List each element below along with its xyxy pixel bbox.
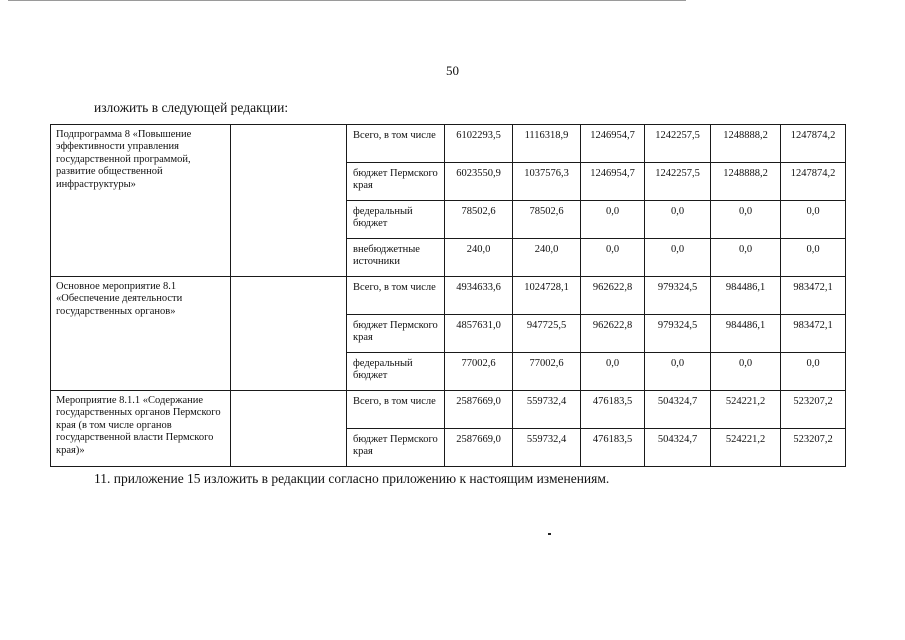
- amount-cell: 1246954,7: [581, 163, 645, 201]
- amount-cell: 0,0: [581, 239, 645, 277]
- funding-source-cell: внебюджетные источники: [347, 239, 445, 277]
- amount-cell: 0,0: [581, 201, 645, 239]
- amount-cell: 984486,1: [711, 315, 781, 353]
- table-row: [51, 125, 846, 163]
- amount-cell: 240,0: [445, 239, 513, 277]
- amount-cell: 1242257,5: [645, 125, 711, 163]
- amount-cell: 0,0: [781, 239, 846, 277]
- amount-cell: 504324,7: [645, 429, 711, 467]
- funding-source-cell: бюджет Пермского края: [347, 429, 445, 467]
- amount-cell: 1248888,2: [711, 125, 781, 163]
- amount-cell: 1242257,5: [645, 163, 711, 201]
- amount-cell: 0,0: [711, 201, 781, 239]
- empty-cell: [231, 125, 347, 277]
- amount-cell: 0,0: [711, 353, 781, 391]
- program-name-cell: Основное мероприятие 8.1 «Обеспечение деятельности государственных органов»: [51, 277, 231, 391]
- amount-cell: 240,0: [513, 239, 581, 277]
- amount-cell: 78502,6: [445, 201, 513, 239]
- amount-cell: 984486,1: [711, 277, 781, 315]
- amount-cell: 523207,2: [781, 391, 846, 429]
- amount-cell: 983472,1: [781, 277, 846, 315]
- amount-cell: 1037576,3: [513, 163, 581, 201]
- amount-cell: 559732,4: [513, 429, 581, 467]
- amount-cell: 2587669,0: [445, 391, 513, 429]
- amount-cell: 559732,4: [513, 391, 581, 429]
- amount-cell: 476183,5: [581, 391, 645, 429]
- amount-cell: 524221,2: [711, 391, 781, 429]
- program-name-cell: Мероприятие 8.1.1 «Содержание государственных органов Пермского края (в том числе органов государственной власти Пермского края)»: [51, 391, 231, 467]
- amount-cell: 979324,5: [645, 315, 711, 353]
- amount-cell: 523207,2: [781, 429, 846, 467]
- amount-cell: 979324,5: [645, 277, 711, 315]
- budget-table: [50, 124, 846, 467]
- amount-cell: 1247874,2: [781, 125, 846, 163]
- amount-cell: 1247874,2: [781, 163, 846, 201]
- intro-text: изложить в следующей редакции:: [94, 100, 289, 115]
- amount-cell: 962622,8: [581, 277, 645, 315]
- amount-cell: 0,0: [645, 201, 711, 239]
- amount-cell: 0,0: [645, 353, 711, 391]
- amount-cell: 0,0: [645, 239, 711, 277]
- table-row: [51, 391, 846, 429]
- closing-text: 11. приложение 15 изложить в редакции согласно приложению к настоящим изменениям.: [94, 471, 610, 486]
- amount-cell: 0,0: [581, 353, 645, 391]
- funding-source-cell: бюджет Пермского края: [347, 163, 445, 201]
- funding-source-cell: федеральный бюджет: [347, 201, 445, 239]
- funding-source-cell: бюджет Пермского края: [347, 315, 445, 353]
- funding-source-cell: федеральный бюджет: [347, 353, 445, 391]
- program-name-cell: Подпрограмма 8 «Повышение эффективности управления государственной программой, развитие общественной инфраструктуры»: [51, 125, 231, 277]
- scan-speck: [548, 533, 551, 535]
- amount-cell: 4934633,6: [445, 277, 513, 315]
- amount-cell: 947725,5: [513, 315, 581, 353]
- amount-cell: 78502,6: [513, 201, 581, 239]
- page-number: 50: [446, 63, 459, 78]
- empty-cell: [231, 277, 347, 391]
- amount-cell: 476183,5: [581, 429, 645, 467]
- funding-source-cell: Всего, в том числе: [347, 125, 445, 163]
- amount-cell: 2587669,0: [445, 429, 513, 467]
- funding-source-cell: Всего, в том числе: [347, 277, 445, 315]
- amount-cell: 524221,2: [711, 429, 781, 467]
- amount-cell: 4857631,0: [445, 315, 513, 353]
- table-row: [51, 277, 846, 315]
- top-rule: [8, 0, 686, 1]
- amount-cell: 0,0: [781, 353, 846, 391]
- amount-cell: 1246954,7: [581, 125, 645, 163]
- amount-cell: 1116318,9: [513, 125, 581, 163]
- amount-cell: 983472,1: [781, 315, 846, 353]
- empty-cell: [231, 391, 347, 467]
- amount-cell: 962622,8: [581, 315, 645, 353]
- amount-cell: 504324,7: [645, 391, 711, 429]
- amount-cell: 6102293,5: [445, 125, 513, 163]
- amount-cell: 0,0: [711, 239, 781, 277]
- amount-cell: 1024728,1: [513, 277, 581, 315]
- amount-cell: 6023550,9: [445, 163, 513, 201]
- amount-cell: 77002,6: [513, 353, 581, 391]
- amount-cell: 1248888,2: [711, 163, 781, 201]
- amount-cell: 77002,6: [445, 353, 513, 391]
- funding-source-cell: Всего, в том числе: [347, 391, 445, 429]
- amount-cell: 0,0: [781, 201, 846, 239]
